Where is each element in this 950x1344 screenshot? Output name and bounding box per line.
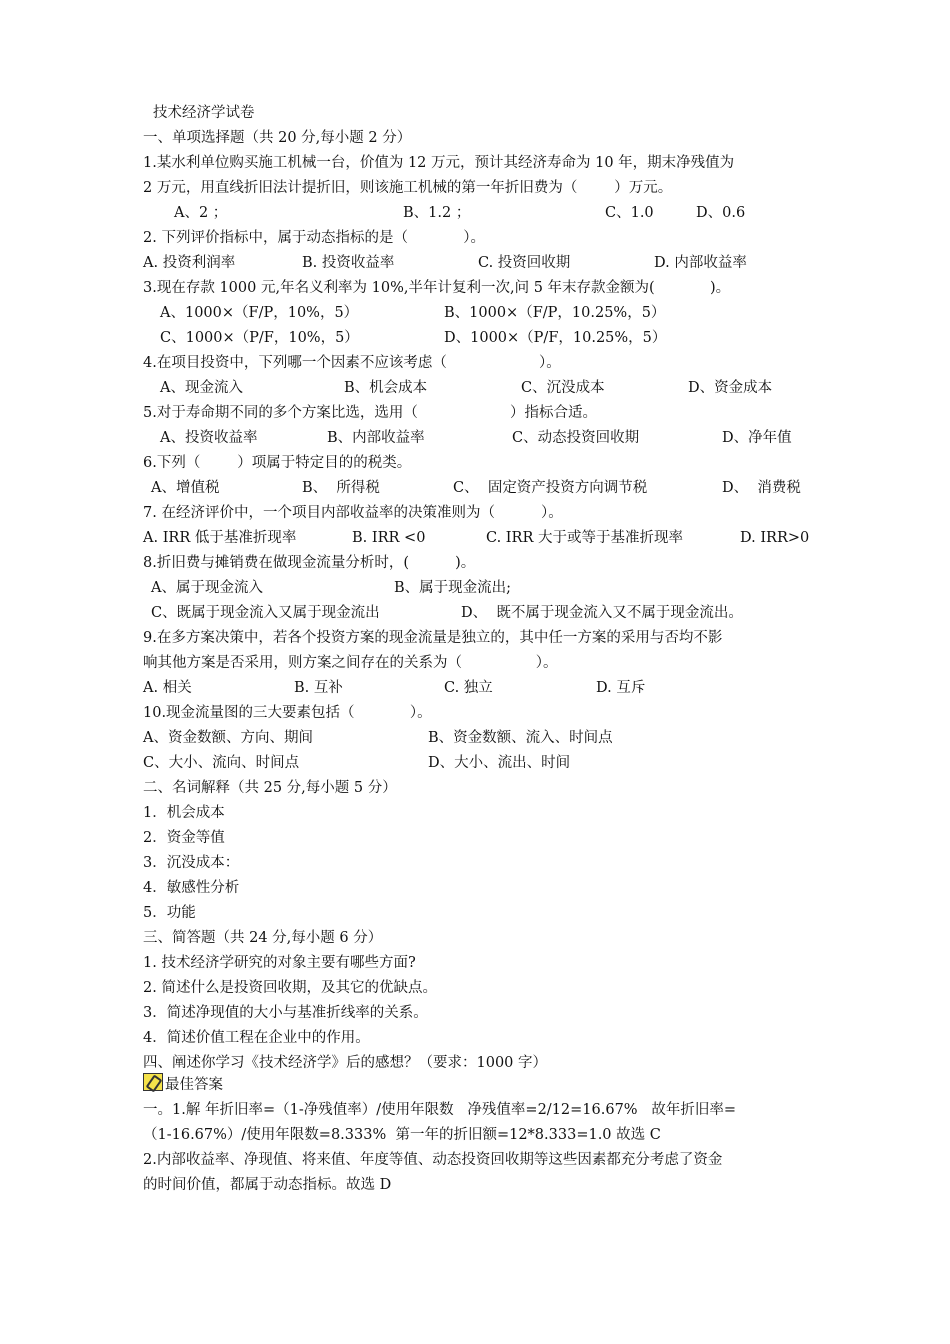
section-3-heading: 三、简答题（共 24 分,每小题 6 分） (143, 930, 383, 946)
question-1-line-1: 1.某水利单位购买施工机械一台，价值为 12 万元，预计其经济寿命为 10 年，期末净残值为 (143, 155, 735, 171)
q6-option-b: B、 所得税 (302, 480, 380, 496)
short-question-item: 2. 简述什么是投资回收期，及其它的优缺点。 (143, 980, 437, 996)
q2-option-d: D. 内部收益率 (654, 255, 747, 271)
short-question-item: 4．简述价值工程在企业中的作用。 (143, 1030, 370, 1046)
q8-option-d: D、 既不属于现金流入又不属于现金流出。 (461, 605, 743, 621)
question-10: 10.现金流量图的三大要素包括（ ）。 (143, 705, 432, 721)
q7-option-b: B. IRR <0 (352, 530, 426, 546)
q2-option-b: B. 投资收益率 (302, 255, 395, 271)
section-4-heading: 四、阐述你学习《技术经济学》后的感想？（要求：1000 字） (143, 1055, 548, 1071)
q3-option-b: B、1000×（F/P，10.25%，5） (444, 305, 666, 321)
q10-option-b: B、资金数额、流入、时间点 (428, 730, 613, 746)
q10-option-d: D、大小、流出、时间 (428, 755, 571, 771)
section-2-heading: 二、名词解释（共 25 分,每小题 5 分） (143, 780, 397, 796)
q4-option-b: B、机会成本 (344, 380, 428, 396)
question-2: 2. 下列评价指标中，属于动态指标的是（ ）。 (143, 230, 486, 246)
q6-option-c: C、 固定资产投资方向调节税 (453, 480, 648, 496)
answer-1-line-2: （1-16.67%）/使用年限数=8.333% 第一年的折旧额=12*8.333=1.0 故选 C (143, 1127, 661, 1143)
short-question-item: 3．简述净现值的大小与基准折线率的关系。 (143, 1005, 428, 1021)
term-item: 5．功能 (143, 905, 196, 921)
q5-option-a: A、投资收益率 (160, 430, 258, 446)
q1-option-c: C、1.0 (605, 205, 654, 221)
q1-option-a: A、2 ； (174, 205, 228, 221)
question-5: 5.对于寿命期不同的多个方案比选，选用（ ）指标合适。 (143, 405, 598, 421)
section-1-heading: 一、单项选择题（共 20 分,每小题 2 分） (143, 130, 412, 146)
term-item: 1．机会成本 (143, 805, 225, 821)
question-4: 4.在项目投资中，下列哪一个因素不应该考虑（ ）。 (143, 355, 561, 371)
q5-option-c: C、动态投资回收期 (512, 430, 640, 446)
question-7: 7. 在经济评价中，一个项目内部收益率的决策准则为（ ）。 (143, 505, 563, 521)
question-6: 6.下列（ ）项属于特定目的的税类。 (143, 455, 412, 471)
q2-option-a: A. 投资利润率 (143, 255, 236, 271)
q9-option-b: B. 互补 (294, 680, 343, 696)
q7-option-a: A. IRR 低于基准折现率 (143, 530, 297, 546)
question-9-line-1: 9.在多方案决策中，若各个投资方案的现金流量是独立的，其中任一方案的采用与否均不影 (143, 630, 723, 646)
answer-2-line-1: 2.内部收益率、净现值、将来值、年度等值、动态投资回收期等这些因素都充分考虑了资金 (143, 1152, 723, 1168)
q7-option-c: C. IRR 大于或等于基准折现率 (486, 530, 683, 546)
short-question-item: 1. 技术经济学研究的对象主要有哪些方面? (143, 955, 416, 971)
q9-option-c: C. 独立 (444, 680, 493, 696)
q3-option-c: C、1000×（P/F，10%，5） (160, 330, 359, 346)
question-9-line-2: 响其他方案是否采用，则方案之间存在的关系为（ ）。 (143, 655, 558, 671)
q7-option-d: D. IRR>0 (740, 530, 810, 546)
answer-2-line-2: 的时间价值，都属于动态指标。故选 D (143, 1177, 392, 1193)
pencil-note-icon (143, 1073, 163, 1091)
q9-option-d: D. 互斥 (596, 680, 646, 696)
question-3: 3.现在存款 1000 元,年名义利率为 10%,半年计复利一次,问 5 年末存款金额为( )。 (143, 280, 731, 296)
q1-option-d: D、0.6 (696, 205, 746, 221)
q8-option-a: A、属于现金流入 (151, 580, 263, 596)
q8-option-b: B、属于现金流出; (394, 580, 512, 596)
term-item: 4．敏感性分析 (143, 880, 240, 896)
term-item: 3．沉没成本： (143, 855, 240, 871)
q6-option-a: A、增值税 (151, 480, 220, 496)
q3-option-d: D、1000×（P/F，10.25%，5） (444, 330, 667, 346)
q10-option-c: C、大小、流向、时间点 (143, 755, 300, 771)
question-1-line-2: 2 万元，用直线折旧法计提折旧，则该施工机械的第一年折旧费为（ ）万元。 (143, 180, 673, 196)
q9-option-a: A. 相关 (143, 680, 192, 696)
answer-1-line-1: 一。1.解 年折旧率=（1-净残值率）/使用年限数 净残值率=2/12=16.67% 故年折旧率= (143, 1102, 737, 1118)
q4-option-d: D、资金成本 (688, 380, 773, 396)
term-item: 2．资金等值 (143, 830, 225, 846)
q8-option-c: C、既属于现金流入又属于现金流出 (151, 605, 380, 621)
question-8: 8.折旧费与摊销费在做现金流量分析时，( )。 (143, 555, 476, 571)
best-answer-label: 最佳答案 (165, 1077, 223, 1093)
q6-option-d: D、 消费税 (722, 480, 801, 496)
q5-option-b: B、内部收益率 (327, 430, 425, 446)
q4-option-c: C、沉没成本 (521, 380, 605, 396)
q1-option-b: B、1.2 ； (403, 205, 471, 221)
document-title: 技术经济学试卷 (153, 105, 255, 121)
q2-option-c: C. 投资回收期 (478, 255, 571, 271)
q3-option-a: A、1000×（F/P，10%，5） (160, 305, 359, 321)
q10-option-a: A、资金数额、方向、期间 (143, 730, 313, 746)
q4-option-a: A、现金流入 (160, 380, 243, 396)
q5-option-d: D、净年值 (722, 430, 792, 446)
